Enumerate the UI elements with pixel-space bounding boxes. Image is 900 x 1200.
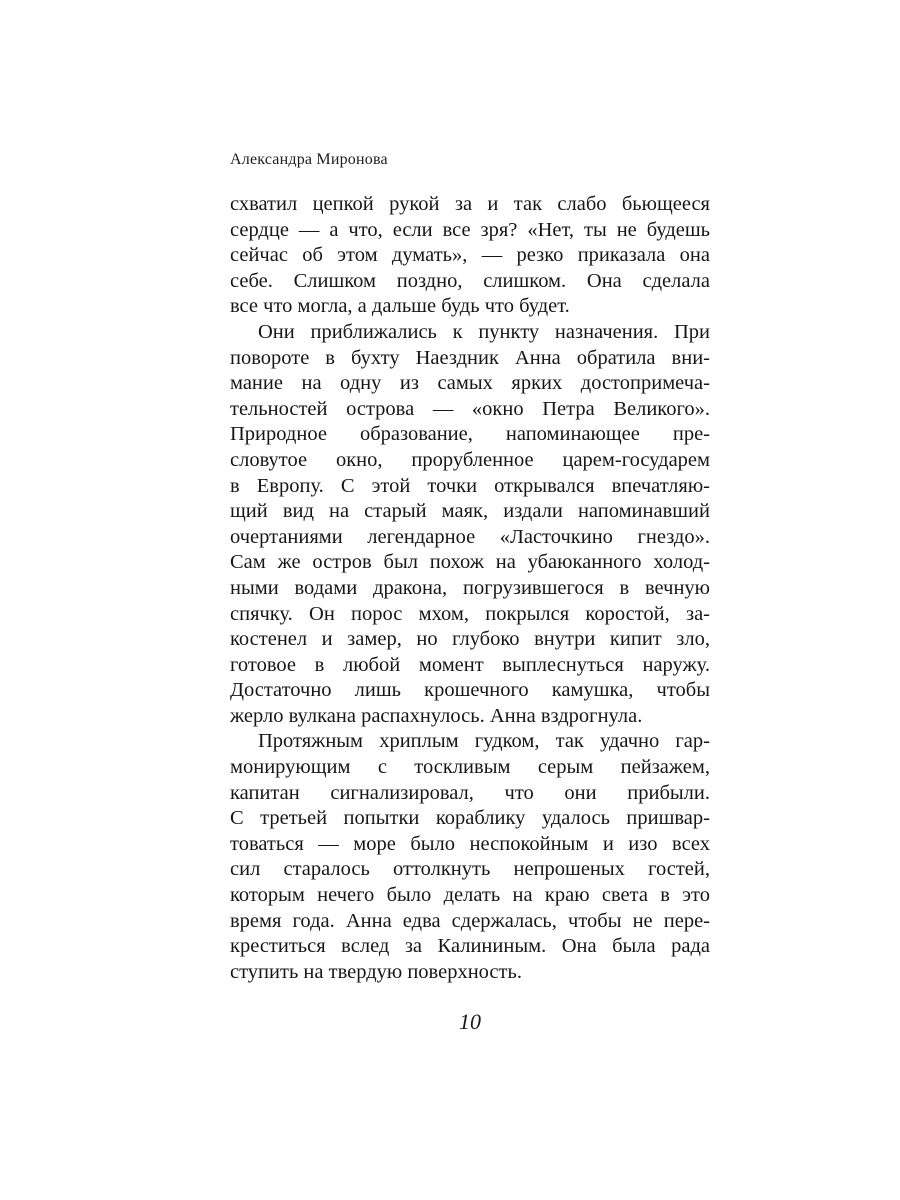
running-title: Александра Миронова [230, 151, 388, 168]
paragraph-2 [230, 320, 710, 730]
text-line: монирующим с тоскливым серым пейзажем, [230, 756, 710, 779]
text-line: сердце — а что, если все зря? «Нет, ты не будешь [230, 218, 710, 241]
text-line: которым нечего было делать на краю света в это [230, 884, 710, 907]
paragraph-1 [230, 192, 710, 320]
text-line: в Европу. С этой точки открывался впечатляю- [230, 474, 710, 497]
text-line: С третьей попытки кораблику удалось пришвар- [230, 807, 710, 830]
text-line: ными водами дракона, погрузившегося в вечную [230, 576, 710, 599]
text-line: тельностей острова — «окно Петра Великого». [230, 397, 710, 420]
text-line: сейчас об этом думать», — резко приказала она [230, 244, 710, 267]
text-line: схватил цепкой рукой за и так слабо бьющееся [230, 193, 710, 215]
text-line: время года. Анна едва сдержалась, чтобы не пере- [230, 909, 710, 932]
text-line: ступить на твердую поверхность. [230, 960, 522, 983]
text-line: мание на одну из самых ярких достопримеча- [230, 372, 710, 395]
text-line: товаться — море было неспокойным и изо всех [230, 832, 710, 855]
text-line: готовое в любой момент выплеснуться наружу. [230, 653, 710, 676]
text-line: костенел и замер, но глубоко внутри кипит зло, [230, 628, 710, 651]
text-line: жерло вулкана распахнулось. Анна вздрогнула. [230, 704, 643, 727]
text-line: Достаточно лишь крошечного камушка, чтобы [230, 679, 710, 702]
text-line: Природное образование, напоминающее пре- [230, 423, 710, 446]
body-text [230, 192, 710, 985]
text-line: себе. Слишком поздно, слишком. Она сделала [230, 269, 710, 292]
text-line: Протяжным хриплым гудком, так удачно гар- [258, 730, 710, 753]
text-line: капитан сигнализировал, что они прибыли. [230, 781, 710, 804]
text-line: Они приближались к пункту назначения. При [258, 320, 710, 343]
text-line: все что могла, а дальше будь что будет. [230, 295, 570, 318]
text-line: повороте в бухту Наездник Анна обратила вни- [230, 346, 710, 369]
text-line: сил старалось оттолкнуть непрошеных гостей, [230, 858, 710, 881]
text-line: Сам же остров был похож на убаюканного холод- [230, 551, 710, 574]
text-line: креститься вслед за Калининым. Она была рада [230, 935, 710, 958]
text-line: спячку. Он порос мхом, покрылся коростой, за- [230, 602, 710, 625]
text-line: щий вид на старый маяк, издали напоминавший [230, 500, 710, 523]
text-line: очертаниями легендарное «Ласточкино гнездо». [230, 525, 710, 548]
paragraph-3 [230, 729, 710, 985]
text-line: словутое окно, прорубленное царем-государем [230, 448, 710, 471]
page-number: 10 [459, 1009, 481, 1034]
